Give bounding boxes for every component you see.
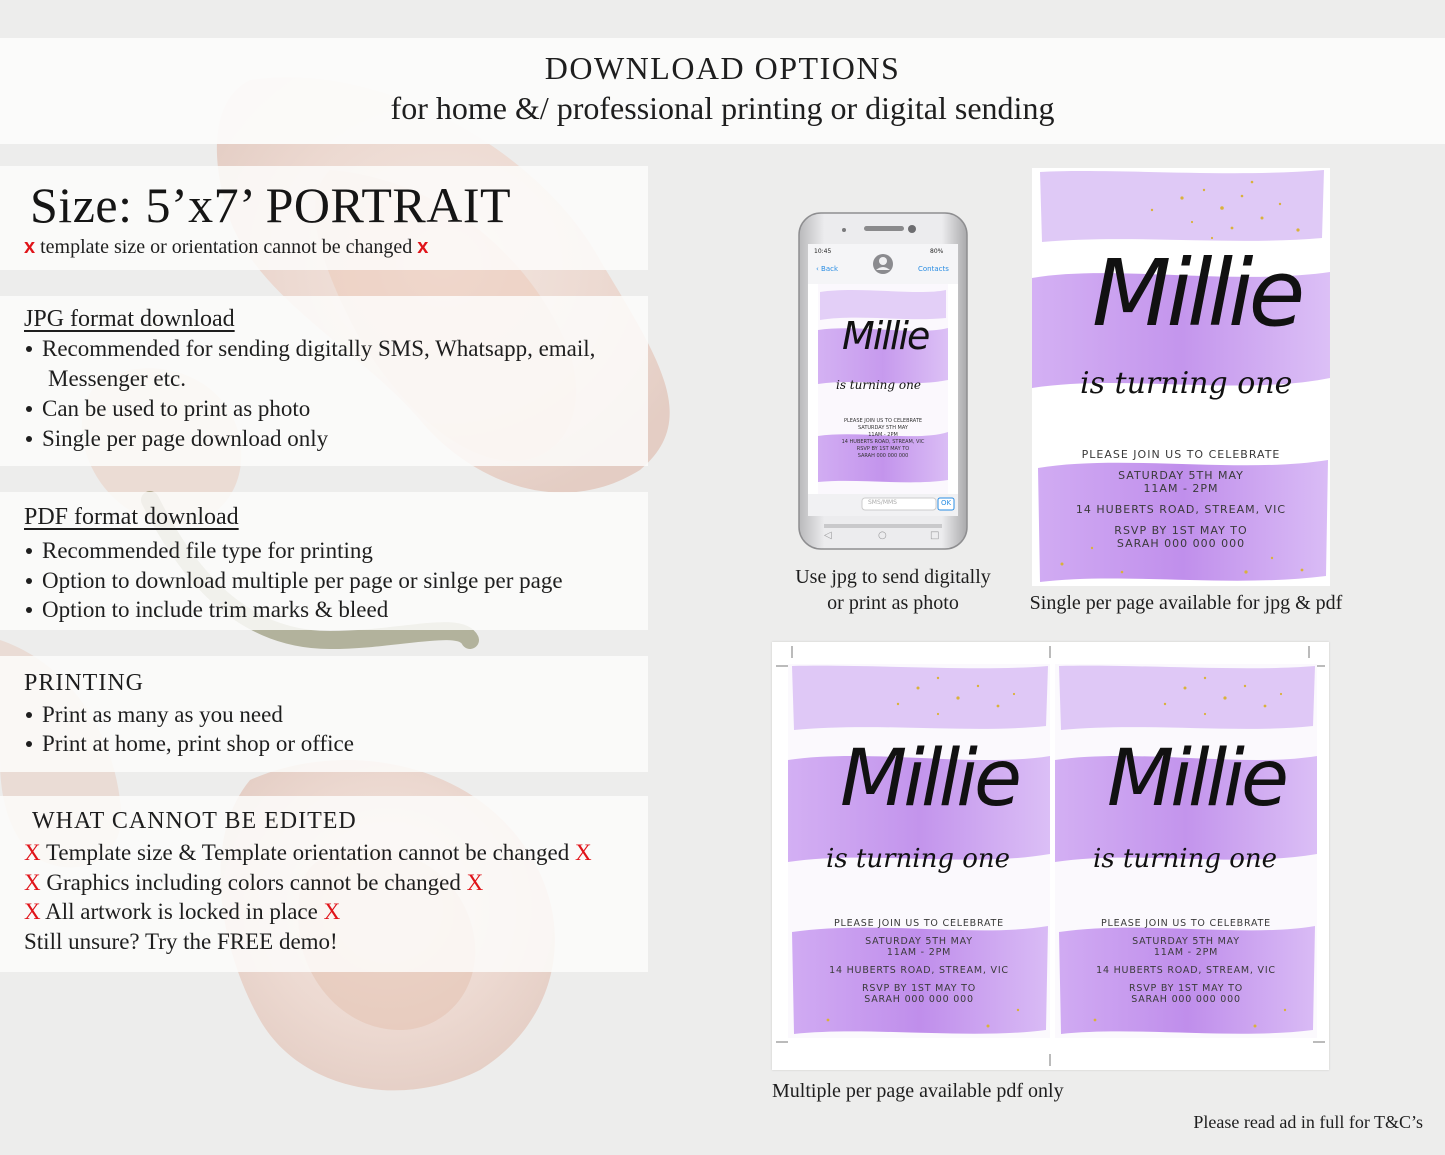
invite-copy-right: [1055, 664, 1317, 1038]
jpg-heading: JPG format download: [24, 306, 235, 332]
demo-text: Still unsure? Try the FREE demo!: [24, 929, 338, 954]
phone-battery: 80%: [930, 248, 944, 255]
cannot-edit-item: X Template size & Template orientation cannot be changed X: [24, 840, 592, 865]
jpg-item: Can be used to print as photo: [24, 396, 310, 422]
single-invite-tagline: is turning one: [1080, 366, 1293, 401]
phone-contacts-link[interactable]: Contacts: [918, 265, 949, 273]
header-band: [0, 38, 1445, 144]
size-title: Size: 5’x7’ PORTRAIT: [30, 177, 512, 233]
bullet-icon: [26, 346, 32, 352]
jpg-panel: [0, 296, 648, 466]
red-x-icon: X: [574, 840, 592, 865]
pdf-item: Option to include trim marks & bleed: [24, 597, 388, 623]
jpg-item: Single per page download only: [24, 426, 328, 452]
invite-copy-left: [788, 664, 1050, 1038]
jpg-item: Recommended for sending digitally SMS, Whatsapp, email,: [24, 336, 595, 362]
phone-time: 10:45: [814, 248, 832, 255]
pdf-item: Option to download multiple per page or sinlge per page: [24, 568, 563, 594]
phone-send-button[interactable]: OK: [941, 499, 952, 507]
bullet-icon: [26, 741, 32, 747]
bullet-icon: [26, 406, 32, 412]
invite-details: PLEASE JOIN US TO CELEBRATE SATURDAY 5TH MAY 11AM - 2PM 14 HUBERTS ROAD, STREAM, VIC RSVP BY 1ST MAY TO SARAH 000 000 000: [1096, 918, 1276, 1005]
cannot-edit-heading: WHAT CANNOT BE EDITED: [32, 808, 357, 834]
phone-back-link[interactable]: ‹ Back: [816, 265, 839, 273]
printing-panel: [0, 656, 648, 772]
cannot-edit-item: X All artwork is locked in place X: [24, 899, 341, 924]
pdf-panel: [0, 492, 648, 630]
size-panel: [0, 166, 648, 270]
pdf-item: Recommended file type for printing: [24, 538, 373, 564]
invite-details: PLEASE JOIN US TO CELEBRATE SATURDAY 5TH MAY 11AM - 2PM 14 HUBERTS ROAD, STREAM, VIC RSVP BY 1ST MAY TO SARAH 000 000 000: [829, 918, 1009, 1005]
phone-message-input[interactable]: SMS/MMS: [868, 499, 897, 506]
svg-text:□: □: [930, 530, 940, 541]
bullet-icon: [26, 607, 32, 613]
bullet-icon: [26, 712, 32, 718]
invite-tagline: is turning one: [826, 844, 1011, 874]
pdf-heading: PDF format download: [24, 504, 239, 530]
red-x-icon: X: [466, 870, 484, 895]
printing-item: Print at home, print shop or office: [24, 731, 354, 757]
bullet-icon: [26, 436, 32, 442]
single-invite-card: [1032, 168, 1330, 586]
printing-heading: PRINTING: [24, 670, 144, 696]
multiple-per-page-sheet: [772, 642, 1329, 1070]
phone-invite-details: PLEASE JOIN US TO CELEBRATE SATURDAY 5TH MAY 11AM - 2PM 14 HUBERTS ROAD, STREAM, VIC RSVP BY 1ST MAY TO SARAH 000 000 000: [841, 418, 925, 459]
bullet-icon: [26, 578, 32, 584]
single-caption: Single per page available for jpg & pdf: [1029, 592, 1343, 614]
cannot-edit-item: X Graphics including colors cannot be changed X: [24, 870, 484, 895]
invite-tagline: is turning one: [1093, 844, 1278, 874]
invite-name: Millie: [1107, 734, 1285, 824]
svg-text:◁: ◁: [824, 530, 832, 541]
header-subtitle: for home &/ professional printing or digital sending: [390, 90, 1055, 126]
red-x-icon: x: [24, 236, 36, 258]
size-note-text: template size or orientation cannot be changed: [40, 236, 413, 258]
red-x-icon: X: [24, 840, 41, 865]
invite-name: Millie: [840, 734, 1018, 824]
red-x-icon: X: [323, 899, 341, 924]
printing-item: Print as many as you need: [24, 702, 283, 728]
multiple-caption: Multiple per page available pdf only: [772, 1080, 1064, 1102]
red-x-icon: x: [417, 236, 429, 258]
footer-note: Please read ad in full for T&C’s: [1193, 1112, 1423, 1132]
single-invite-details: PLEASE JOIN US TO CELEBRATE SATURDAY 5TH MAY 11AM - 2PM 14 HUBERTS ROAD, STREAM, VIC RSVP BY 1ST MAY TO SARAH 000 000 000: [1075, 448, 1287, 550]
single-invite-name: Millie: [1092, 240, 1301, 347]
red-x-icon: X: [24, 899, 41, 924]
jpg-item-continued: Messenger etc.: [48, 366, 186, 391]
bullet-icon: [26, 548, 32, 554]
size-note: [24, 236, 428, 259]
header-title: DOWNLOAD OPTIONS: [544, 50, 901, 86]
red-x-icon: X: [24, 870, 41, 895]
cannot-edit-panel: [0, 796, 648, 972]
phone-invite-tagline: is turning one: [836, 378, 921, 392]
phone-caption: Use jpg to send digitally or print as photo: [795, 566, 991, 614]
svg-text:○: ○: [878, 530, 887, 541]
phone-invite-name: Millie: [842, 314, 929, 358]
